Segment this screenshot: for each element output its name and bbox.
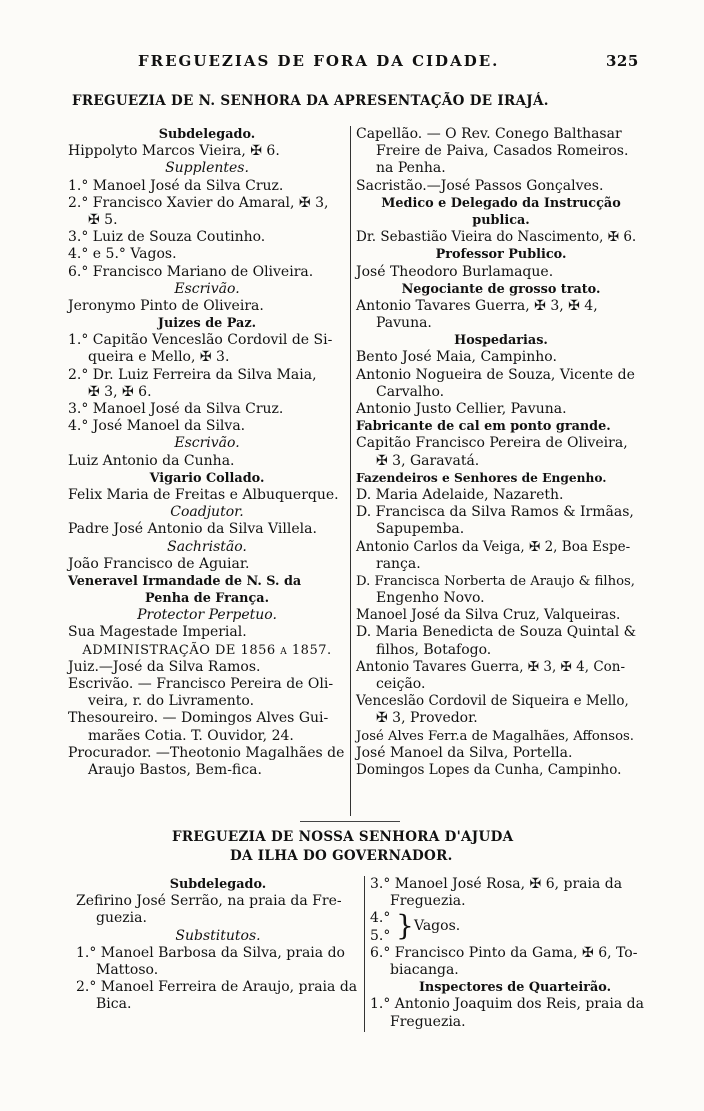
entry-line: Antonio Tavares Guerra, ✠ 3, ✠ 4, — [356, 297, 598, 314]
heading-escrivao: Escrivão. — [174, 435, 240, 452]
entry-line: Manoel José da Silva Cruz, Valqueiras. — [356, 607, 621, 624]
entry-line: Freguezia. — [390, 893, 466, 910]
heading-fabricante: Fabricante de cal em ponto grande. — [356, 419, 611, 435]
heading-irmandade: Veneravel Irmandade de N. S. da — [68, 573, 302, 589]
entry-line: 5.° — [370, 927, 391, 944]
entry-line: Jeronymo Pinto de Oliveira. — [68, 297, 264, 314]
entry-line: Pavuna. — [376, 315, 432, 332]
section2-right-column — [370, 876, 660, 1031]
entry-line: Felix Maria de Freitas e Albuquerque. — [68, 486, 339, 503]
entry-line: 3.° Manoel José Rosa, ✠ 6, praia da — [370, 876, 623, 892]
entry-line: João Francisco de Aguiar. — [68, 555, 250, 572]
column-divider — [364, 876, 365, 1032]
section2-left-column — [76, 876, 360, 1014]
entry-line: 1.° Manoel José da Silva Cruz. — [68, 177, 284, 194]
entry-line: José Manoel da Silva, Portella. — [356, 744, 573, 761]
section-title-ajuda-line1: FREGUEZIA DE NOSSA SENHORA D'AJUDA — [172, 829, 514, 845]
entry-line: na Penha. — [376, 160, 446, 177]
entry-line: 3.° Luiz de Souza Coutinho. — [68, 229, 266, 246]
entry-line: 4.° e 5.° Vagos. — [68, 246, 177, 263]
entry-line: Thesoureiro. — Domingos Alves Gui- — [68, 710, 329, 727]
entry-line: Araujo Bastos, Bem-fica. — [88, 761, 262, 778]
entry-line: ✠ 3, ✠ 6. — [88, 383, 152, 400]
entry-line: Venceslão Cordovil de Siqueira e Mello, — [356, 693, 629, 710]
entry-line: Freguezia. — [390, 1013, 466, 1030]
section1-right-column — [356, 126, 646, 779]
entry-line: Juiz.—José da Silva Ramos. — [68, 658, 261, 675]
vagos-group — [370, 910, 660, 944]
heading-irmandade-cont: Penha de França. — [144, 591, 270, 607]
heading-subdelegado: Subdelegado. — [169, 877, 267, 892]
heading-substitutos: Substitutos. — [175, 927, 261, 944]
entry-line: Luiz Antonio da Cunha. — [68, 452, 235, 469]
entry-line: 6.° Francisco Mariano de Oliveira. — [68, 263, 314, 280]
heading-vigario-collado: Vigario Collado. — [149, 470, 265, 486]
entry-line: Zefirino José Serrão, na praia da Fre- — [76, 893, 342, 910]
entry-line: José Theodoro Burlamaque. — [356, 263, 554, 280]
page-number: 325 — [606, 52, 639, 70]
entry-line: D. Maria Benedicta de Souza Quintal & — [356, 624, 637, 641]
entry-line: 4.° José Manoel da Silva. — [68, 418, 246, 435]
entry-line: 2.° Manoel Ferreira de Araujo, praia da — [76, 979, 358, 996]
entry-line: D. Francisca da Silva Ramos & Irmãas, — [356, 504, 634, 521]
entry-line: Capellão. — O Rev. Conego Balthasar — [356, 126, 622, 142]
entry-line: Antonio Nogueira de Souza, Vicente de — [356, 366, 635, 383]
entry-line: 2.° Dr. Luiz Ferreira da Silva Maia, — [68, 366, 317, 383]
heading-medico: Medico e Delegado da Instrucção — [381, 195, 621, 211]
entry-line: 4.° — [370, 910, 391, 927]
heading-medico-cont: publica. — [472, 212, 530, 228]
entry-line: ✠ 3, Garavatá. — [376, 452, 480, 469]
running-header-title: FREGUEZIAS DE FORA DA CIDADE. — [138, 52, 500, 70]
column-divider — [350, 126, 351, 816]
entry-line: veira, r. do Livramento. — [88, 693, 255, 710]
entry-line: queira e Mello, ✠ 3. — [88, 349, 230, 366]
heading-coadjutor: Coadjutor. — [170, 504, 244, 521]
section-divider — [300, 821, 400, 822]
heading-negociante: Negociante de grosso trato. — [401, 281, 601, 297]
entry-line: Freire de Paiva, Casados Romeiros. — [376, 143, 629, 160]
entry-line: Hippolyto Marcos Vieira, ✠ 6. — [68, 143, 280, 160]
entry-line: 1.° Capitão Venceslão Cordovil de Si- — [68, 332, 333, 349]
entry-line: 6.° Francisco Pinto da Gama, ✠ 6, To- — [370, 944, 638, 961]
entry-line: Antonio Carlos da Veiga, ✠ 2, Boa Espe- — [356, 538, 631, 555]
entry-line: Bica. — [96, 996, 132, 1013]
entry-line: guezia. — [96, 910, 147, 927]
heading-subdelegado: Subdelegado. — [158, 127, 256, 142]
entry-line: D. Francisca Norberta de Araujo & filhos, — [356, 573, 635, 589]
section-title-iraja: FREGUEZIA DE N. SENHORA DA APRESENTAÇÃO DE IRAJÁ. — [72, 93, 549, 109]
entry-line: 1.° Manoel Barbosa da Silva, praia do — [76, 944, 345, 961]
heading-supplentes: Supplentes. — [165, 160, 249, 177]
entry-line: Capitão Francisco Pereira de Oliveira, — [356, 435, 628, 452]
section1-left-column — [68, 126, 346, 779]
entry-line: rança. — [376, 555, 421, 572]
heading-sachristao: Sachristão. — [167, 538, 247, 555]
entry-line: Padre José Antonio da Silva Villela. — [68, 521, 317, 538]
entry-line: Dr. Sebastião Vieira do Nascimento, ✠ 6. — [356, 229, 637, 246]
entry-line: Sapupemba. — [376, 521, 465, 538]
section-title-ajuda-line2: DA ILHA DO GOVERNADOR. — [230, 848, 453, 864]
heading-inspectores: Inspectores de Quarteirão. — [418, 980, 612, 996]
entry-line: Procurador. —Theotonio Magalhães de — [68, 744, 345, 761]
entry-line: 3.° Manoel José da Silva Cruz. — [68, 401, 284, 417]
heading-escrivao: Escrivão. — [174, 280, 240, 297]
heading-professor: Professor Publico. — [435, 247, 567, 263]
entry-line: José Alves Ferr.a de Magalhães, Affonsos. — [356, 728, 634, 744]
entry-line: Bento José Maia, Campinho. — [356, 349, 557, 366]
entry-line: ceição. — [376, 676, 426, 692]
entry-line: Sua Magestade Imperial. — [68, 624, 247, 641]
entry-line: 2.° Francisco Xavier do Amaral, ✠ 3, — [68, 194, 329, 211]
entry-line: filhos, Botafogo. — [376, 641, 492, 658]
entry-line: Carvalho. — [376, 383, 445, 400]
entry-line: marães Cotia. T. Ouvidor, 24. — [88, 727, 294, 744]
heading-fazendeiros: Fazendeiros e Senhores de Engenho. — [356, 470, 607, 485]
entry-line: Domingos Lopes da Cunha, Campinho. — [356, 761, 622, 778]
heading-protector: Protector Perpetuo. — [137, 607, 277, 624]
entry-line: Engenho Novo. — [376, 590, 485, 607]
entry-line: Sacristão.—José Passos Gonçalves. — [356, 177, 604, 194]
entry-line: Antonio Tavares Guerra, ✠ 3, ✠ 4, Con- — [356, 658, 626, 675]
heading-administracao: ADMINISTRAÇÃO DE 1856 a 1857. — [82, 642, 332, 658]
brace-icon: } — [396, 909, 414, 943]
entry-line: Mattoso. — [96, 961, 159, 978]
heading-juizes-de-paz: Juizes de Paz. — [157, 316, 257, 332]
entry-line: Antonio Justo Cellier, Pavuna. — [356, 401, 567, 417]
entry-line: 1.° Antonio Joaquim dos Reis, praia da — [370, 996, 644, 1013]
entry-line: Escrivão. — Francisco Pereira de Oli- — [68, 676, 334, 692]
heading-hospedarias: Hospedarias. — [454, 333, 548, 349]
entry-line: Vagos. — [414, 918, 461, 935]
entry-line: ✠ 5. — [88, 211, 118, 228]
entry-line: D. Maria Adelaide, Nazareth. — [356, 486, 564, 503]
entry-line: ✠ 3, Provedor. — [376, 710, 478, 727]
entry-line: biacanga. — [390, 961, 459, 978]
